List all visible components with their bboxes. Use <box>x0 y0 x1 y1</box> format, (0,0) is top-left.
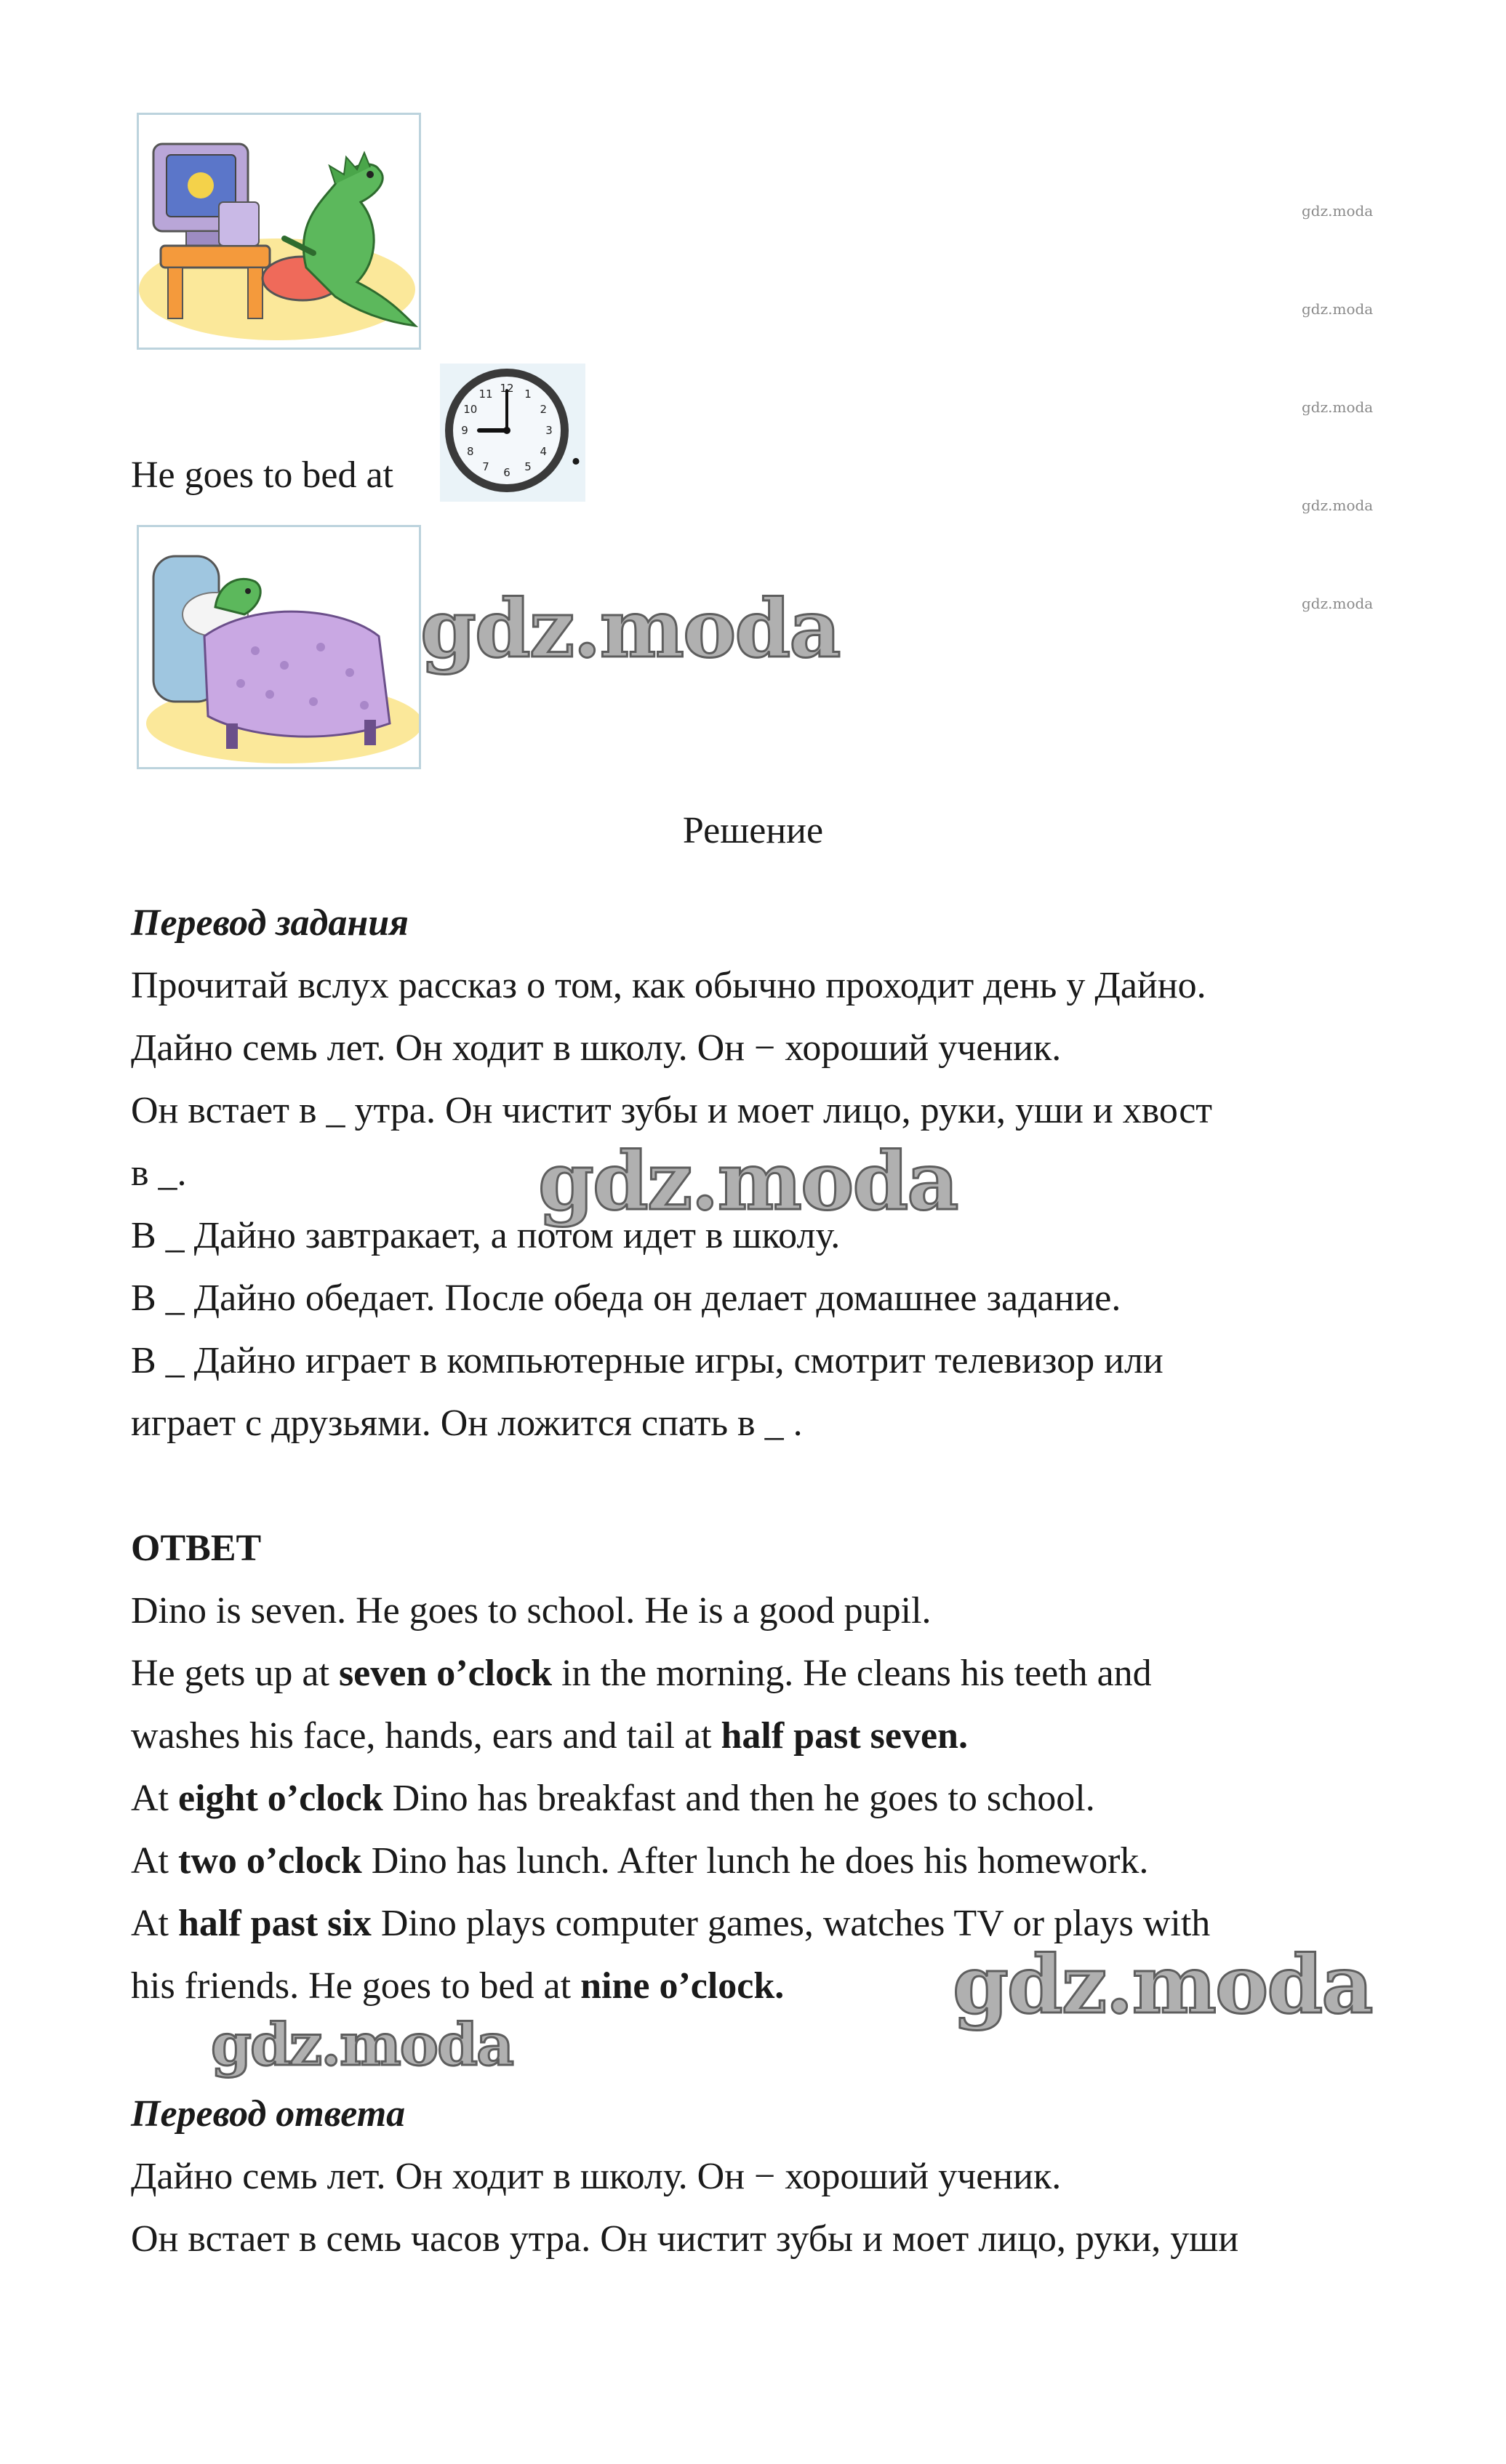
watermark-large: gdz.moda <box>538 1134 958 1228</box>
clock-numeral: 10 <box>463 403 478 416</box>
watermark-large: gdz.moda <box>420 582 840 675</box>
task-line: Дайно семь лет. Он ходит в школу. Он − хороший ученик. <box>131 1027 1062 1069</box>
answer-heading: ОТВЕТ <box>131 1528 262 1569</box>
clock-numeral: 11 <box>478 387 493 401</box>
clock-period: . <box>571 428 581 473</box>
task-line: Он встает в _ утра. Он чистит зубы и моет лицо, руки, уши и хвост <box>131 1090 1213 1131</box>
task-line: В _ Дайно играет в компьютерные игры, смотрит телевизор или <box>131 1340 1163 1381</box>
answer-line-1: Dino is seven. He goes to school. He is a good pupil. <box>131 1590 932 1632</box>
watermark-medium: gdz.moda <box>211 2010 513 2079</box>
clock-icon <box>440 364 585 502</box>
clock-numeral: 4 <box>540 445 548 458</box>
task-line: играет с друзьями. Он ложится спать в _ . <box>131 1402 803 1444</box>
answer-line-6: At half past six Dino plays computer games, watches TV or plays with <box>131 1903 1211 1944</box>
dino-gaming-picture <box>139 115 419 348</box>
solution-title: Решение <box>682 810 824 851</box>
answer-line-5: At two o’clock Dino has lunch. After lunch he does his homework. <box>131 1840 1149 1882</box>
clock-numeral: 1 <box>524 387 532 401</box>
watermark-small: gdz.moda <box>1302 202 1374 220</box>
clock-numeral: 5 <box>524 460 532 474</box>
clock-numeral: 3 <box>545 424 553 437</box>
answer-translation-line: Он встает в семь часов утра. Он чистит зубы и моет лицо, руки, уши <box>131 2218 1239 2260</box>
task-line: В _ Дайно обедает. После обеда он делает домашнее задание. <box>131 1277 1121 1319</box>
answer-translation-heading: Перевод ответа <box>131 2093 406 2135</box>
dino-bed-illustration <box>137 525 421 769</box>
clock-image <box>440 364 585 502</box>
clock-numeral: 12 <box>500 382 514 395</box>
clock-numeral: 6 <box>503 466 510 479</box>
clock-numeral: 8 <box>466 445 474 458</box>
task-line: Прочитай вслух рассказ о том, как обычно проходит день у Дайно. <box>131 965 1206 1006</box>
task-translation-heading: Перевод задания <box>131 902 409 944</box>
answer-line-3: washes his face, hands, ears and tail at half past seven. <box>131 1715 968 1757</box>
task-line: В _ Дайно завтракает, а потом идет в школу. <box>131 1215 841 1256</box>
watermark-small: gdz.moda <box>1302 497 1374 514</box>
watermark-large: gdz.moda <box>953 1938 1372 2031</box>
answer-line-2: He gets up at seven o’clock in the morning. He cleans his teeth and <box>131 1653 1152 1694</box>
answer-line-7: his friends. He goes to bed at nine o’clock. <box>131 1965 785 2007</box>
intro-sentence: He goes to bed at <box>131 454 394 496</box>
clock-numeral: 7 <box>482 460 489 474</box>
watermark-small: gdz.moda <box>1302 300 1374 318</box>
watermark-small: gdz.moda <box>1302 398 1374 416</box>
dino-bed-picture <box>139 527 419 767</box>
clock-numeral: 9 <box>461 424 468 437</box>
answer-translation-line: Дайно семь лет. Он ходит в школу. Он − хороший ученик. <box>131 2156 1062 2197</box>
watermark-small: gdz.moda <box>1302 595 1374 612</box>
dino-gaming-illustration <box>137 113 421 350</box>
clock-numeral: 2 <box>540 403 548 416</box>
answer-line-4: At eight o’clock Dino has breakfast and then he goes to school. <box>131 1778 1095 1819</box>
task-line: в _. <box>131 1152 187 1194</box>
